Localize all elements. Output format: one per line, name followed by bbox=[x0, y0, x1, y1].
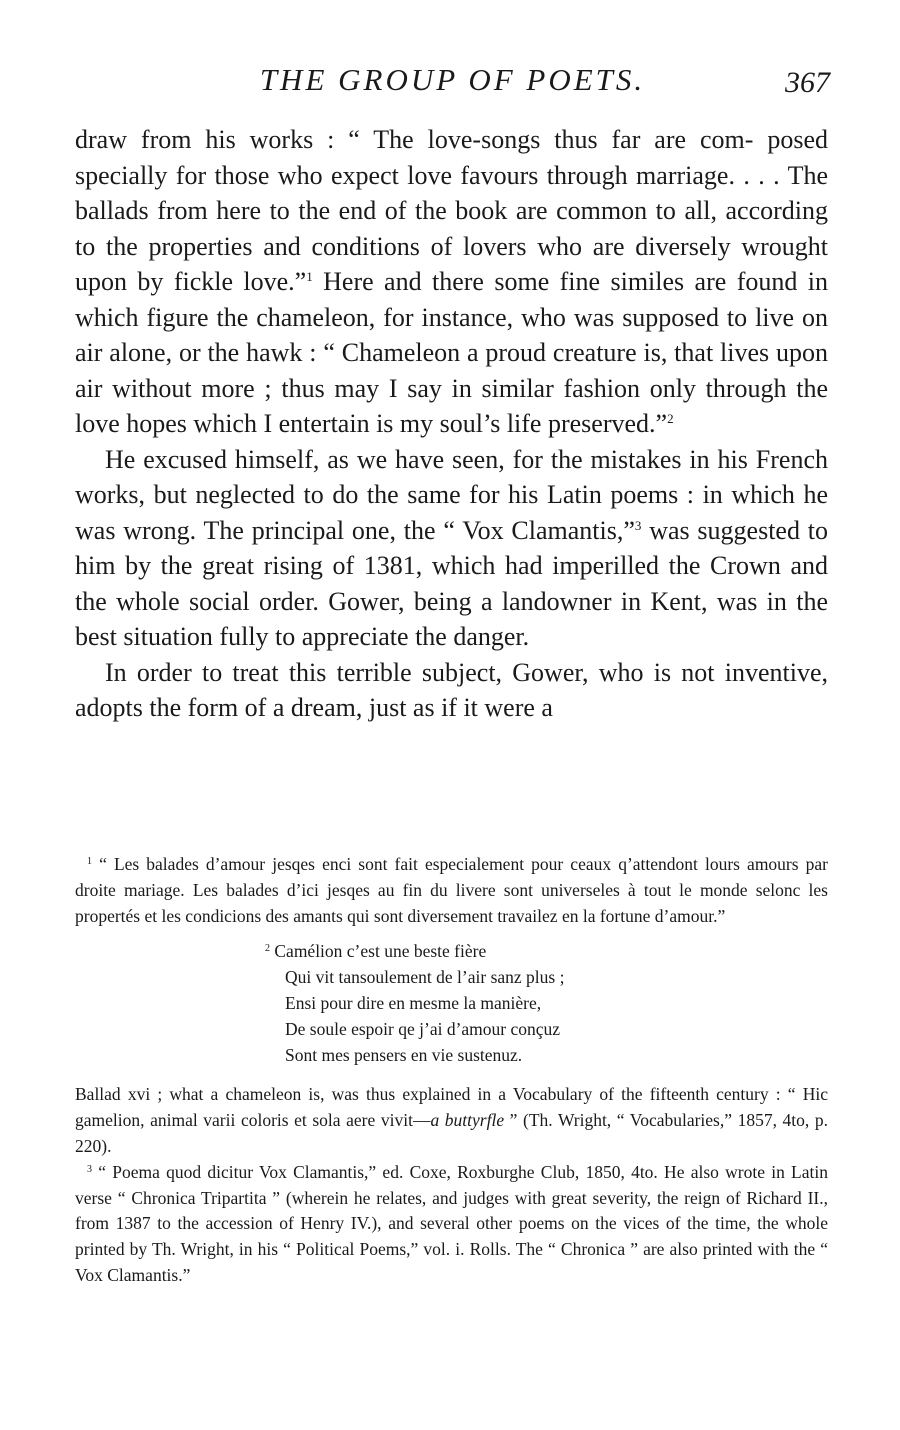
footnotes bbox=[75, 852, 828, 1289]
verse-line: Ensi pour dire en mesme la manière, bbox=[285, 992, 542, 1013]
paragraph-1 bbox=[75, 122, 828, 442]
body-text bbox=[75, 122, 828, 726]
paragraph-1-text-a: draw from his works : “ The love-songs thus far are com- posed specially for those who expect love favours through marriage. . . . The ballads from here to the end of the book are common to all, according to the properties and conditions of lovers who are diversely wrought upon by fickle love.” bbox=[75, 125, 828, 296]
footnote-ref-1: 1 bbox=[306, 269, 313, 284]
page-number: 367 bbox=[785, 66, 830, 99]
footnote-ref-2: 2 bbox=[667, 411, 674, 426]
verse-line-text: Camélion c’est une beste fière bbox=[274, 941, 487, 962]
footnote-2-cont-text-a: Ballad xvi ; what a chameleon is, was thus explained in a Vocabulary of the fifteenth century : “ Hic gamelion, animal varii coloris et sola aere vivit— bbox=[75, 1084, 828, 1131]
footnote-3-mark: 3 bbox=[87, 1163, 92, 1175]
footnote-2-continuation bbox=[75, 1082, 828, 1159]
footnote-3-text: “ Poema quod dicitur Vox Clamantis,” ed. Coxe, Roxburghe Club, 1850, 4to. He also wrote in Latin verse “ Chronica Tripartita ” (wherein he relates, and judges with great severity, the reign of Richard II., from 1387 to the accession of Henry IV.), and several other poems on the vices of the time, the whole printed by Th. Wright, in his “ Political Poems,” vol. i. Rolls. The “ Chronica ” are also printed with the “ Vox Clamantis.” bbox=[75, 1161, 828, 1285]
paragraph-2-text-b: was suggested to him by the great rising of 1381, which had imperilled the Crown and the whole social order. Gower, being a landowner in Kent, was in the best situation fully to appreciate the danger. bbox=[75, 515, 828, 651]
verse-line bbox=[265, 939, 828, 965]
footnote-1-text: “ Les balades d’amour jesqes enci sont fait especialement pour ceaux q’attendont lours amours par droite mariage. Les balades d’ici jesqes au fin du livere sont universeles à tout le monde selonc les propertés et les condicions des amants qui sont diversement travailez en la fortune d’amour.” bbox=[75, 854, 828, 926]
running-head bbox=[75, 60, 830, 100]
footnote-2-mark: 2 bbox=[265, 943, 270, 955]
paragraph-3: In order to treat this terrible subject, Gower, who is not inventive, adopts the form of a dream, just as if it were a bbox=[75, 657, 828, 722]
footnote-2-verse bbox=[265, 939, 828, 1068]
footnote-1 bbox=[75, 852, 828, 929]
footnote-3 bbox=[75, 1160, 828, 1289]
paragraph-2 bbox=[75, 442, 828, 655]
footnote-ref-3: 3 bbox=[634, 517, 642, 533]
page-title: THE GROUP OF POETS. bbox=[259, 62, 646, 97]
verse-line: De soule espoir qe j’ai d’amour conçuz bbox=[285, 1018, 561, 1039]
paragraph-1-text-b: Here and there some fine similes are found in which figure the chameleon, for instance, who was supposed to live on air alone, or the hawk : “ Chameleon a proud creature is, that lives upon air without more ; thus may I say in similar fashion only through the love hopes which I entertain is my soul’s life preserved.” bbox=[75, 267, 828, 438]
footnote-2-cont-italic: a buttyrfle bbox=[430, 1110, 505, 1131]
verse-line: Sont mes pensers en vie sustenuz. bbox=[285, 1044, 523, 1065]
footnote-2-cont-text-b: ” (Th. Wright, “ Vocabularies,” 1857, 4to, p. 220). bbox=[75, 1110, 829, 1156]
verse-line: Qui vit tansoulement de l’air sanz plus ; bbox=[285, 967, 565, 988]
paragraph-2-text-a: He excused himself, as we have seen, for the mistakes in his French works, but neglected to do the same for his Latin poems : in which he was wrong. The principal one, the “ Vox Clamantis,” bbox=[75, 444, 828, 545]
footnote-1-mark: 1 bbox=[87, 856, 92, 867]
